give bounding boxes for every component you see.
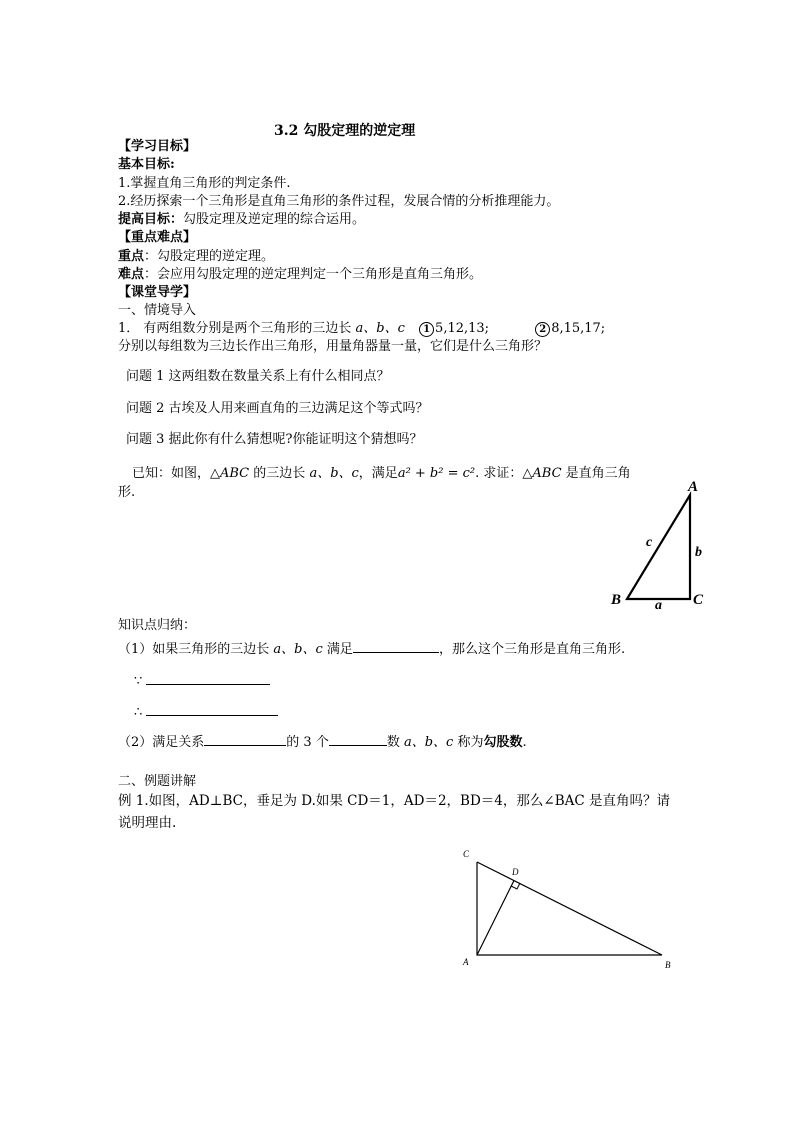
triangle1-side-b: b <box>695 545 702 560</box>
objectives-heading: 【学习目标】 <box>118 139 197 154</box>
summary-heading: 知识点归纳： <box>118 618 197 633</box>
summary-item1-prefix: （1）如果三角形的三边长 <box>118 642 270 657</box>
question-problem-3: 问题 3 据此你有什么猜想呢?你能证明这个猜想吗？ <box>126 432 423 447</box>
given-statement-line-2: 形. <box>118 485 136 500</box>
summary-blank-3[interactable] <box>329 733 387 746</box>
triangle1-label-A: A <box>688 479 699 495</box>
summary-item1-vars: a、b、c <box>273 642 323 657</box>
q1-prefix: 1． 有两组数分别是两个三角形的三边长 <box>118 321 352 336</box>
triangle1-label-B: B <box>611 592 622 608</box>
summary-item2-mid3: 称为 <box>457 735 484 750</box>
given-equation: a² + b² = c² <box>397 466 476 481</box>
summary-item2-term: 勾股数 <box>483 735 523 750</box>
triangle1-side-a: a <box>655 598 662 613</box>
difficult-point-label: 难点 <box>118 267 145 282</box>
summary-blank-2[interactable] <box>204 733 286 746</box>
circled-2-icon: 2 <box>535 322 550 337</box>
given-vars: a、b、c <box>309 466 359 481</box>
because-symbol: ∵ <box>134 674 143 689</box>
therefore-symbol: ∴ <box>134 705 143 720</box>
basic-objective-2: 2.经历探索一个三角形是直角三角形的条件过程，发展合情的分析推理能力。 <box>118 194 560 209</box>
keypoints-heading: 【重点难点】 <box>118 230 197 245</box>
summary-item1-mid: 满足 <box>326 642 353 657</box>
class-guide-heading: 【课堂导学】 <box>118 285 197 300</box>
triangle-figure-2 <box>455 845 685 975</box>
summary-item2-end: . <box>522 735 527 750</box>
therefore-line <box>134 703 278 721</box>
because-blank[interactable] <box>146 672 270 685</box>
summary-item2-vars: a、b、c <box>403 735 454 750</box>
triangle1-label-C: C <box>693 592 704 608</box>
key-point-text: ：勾股定理的逆定理。 <box>144 249 275 264</box>
summary-item1-suffix: ，那么这个三角形是直角三角形. <box>438 642 626 657</box>
triangle1-side-c: c <box>646 535 653 550</box>
because-line <box>134 672 270 690</box>
difficult-point-text: ：会应用勾股定理的逆定理判定一个三角形是直角三角形。 <box>144 267 483 282</box>
given-text-a: 已知：如图，△ <box>132 466 220 481</box>
example-1-line-2: 说明理由. <box>118 815 177 831</box>
given-text-e: 是直角三角 <box>565 466 631 481</box>
examples-heading: 二、例题讲解 <box>118 774 197 789</box>
triangle2-label-A: A <box>463 957 469 967</box>
given-text-c: ，满足 <box>358 466 398 481</box>
q1-set-2: 8,15,17; <box>551 321 606 336</box>
given-text-d: . 求证：△ <box>475 466 533 481</box>
key-point <box>118 248 274 265</box>
summary-item2-prefix: （2）满足关系 <box>118 735 205 750</box>
summary-item2-mid1: 的 3 个 <box>286 735 329 750</box>
therefore-blank[interactable] <box>146 703 278 716</box>
question-1-line <box>118 320 605 337</box>
key-point-label: 重点 <box>118 249 145 264</box>
triangle-figure-1 <box>600 472 720 617</box>
section-intro-heading: 一、情境导入 <box>118 303 197 318</box>
summary-item-1 <box>118 640 625 658</box>
given-abc: ABC <box>220 466 250 481</box>
q1-vars: a、b、c <box>355 321 405 336</box>
basic-objective-1: 1.掌握直角三角形的判定条件. <box>118 176 291 191</box>
example-1-line-1: 例 1.如图，AD⊥BC，垂足为 D.如果 CD＝1，AD＝2，BD＝4，那么∠BAC 是直角吗？请 <box>118 793 670 809</box>
circled-1-icon: 1 <box>419 322 434 337</box>
given-abc-2: ABC <box>532 466 562 481</box>
given-statement-line-1 <box>132 465 631 482</box>
difficult-point <box>118 266 482 283</box>
triangle2-label-B: B <box>665 960 671 970</box>
advanced-objective-text: 勾股定理及逆定理的综合运用。 <box>183 212 366 227</box>
question-problem-2: 问题 2 古埃及人用来画直角的三边满足这个等式吗？ <box>126 401 429 416</box>
triangle2-label-D: D <box>512 867 519 877</box>
q1-set-1: 5,12,13; <box>435 321 490 336</box>
advanced-objective <box>118 211 365 228</box>
question-1-line-2: 分别以每组数为三边长作出三角形，用量角器量一量，它们是什么三角形？ <box>118 339 548 354</box>
advanced-objective-label: 提高目标： <box>118 212 184 227</box>
basic-objective-label: 基本目标: <box>118 157 175 172</box>
triangle2-label-C: C <box>463 849 470 859</box>
summary-item2-mid2: 数 <box>386 735 400 750</box>
summary-item-2 <box>118 733 527 751</box>
summary-blank-1[interactable] <box>353 640 439 653</box>
question-problem-1: 问题 1 这两组数在数量关系上有什么相同点？ <box>126 369 390 384</box>
given-text-b: 的三边长 <box>253 466 306 481</box>
page-title: 3.2 勾股定理的逆定理 <box>274 123 416 139</box>
